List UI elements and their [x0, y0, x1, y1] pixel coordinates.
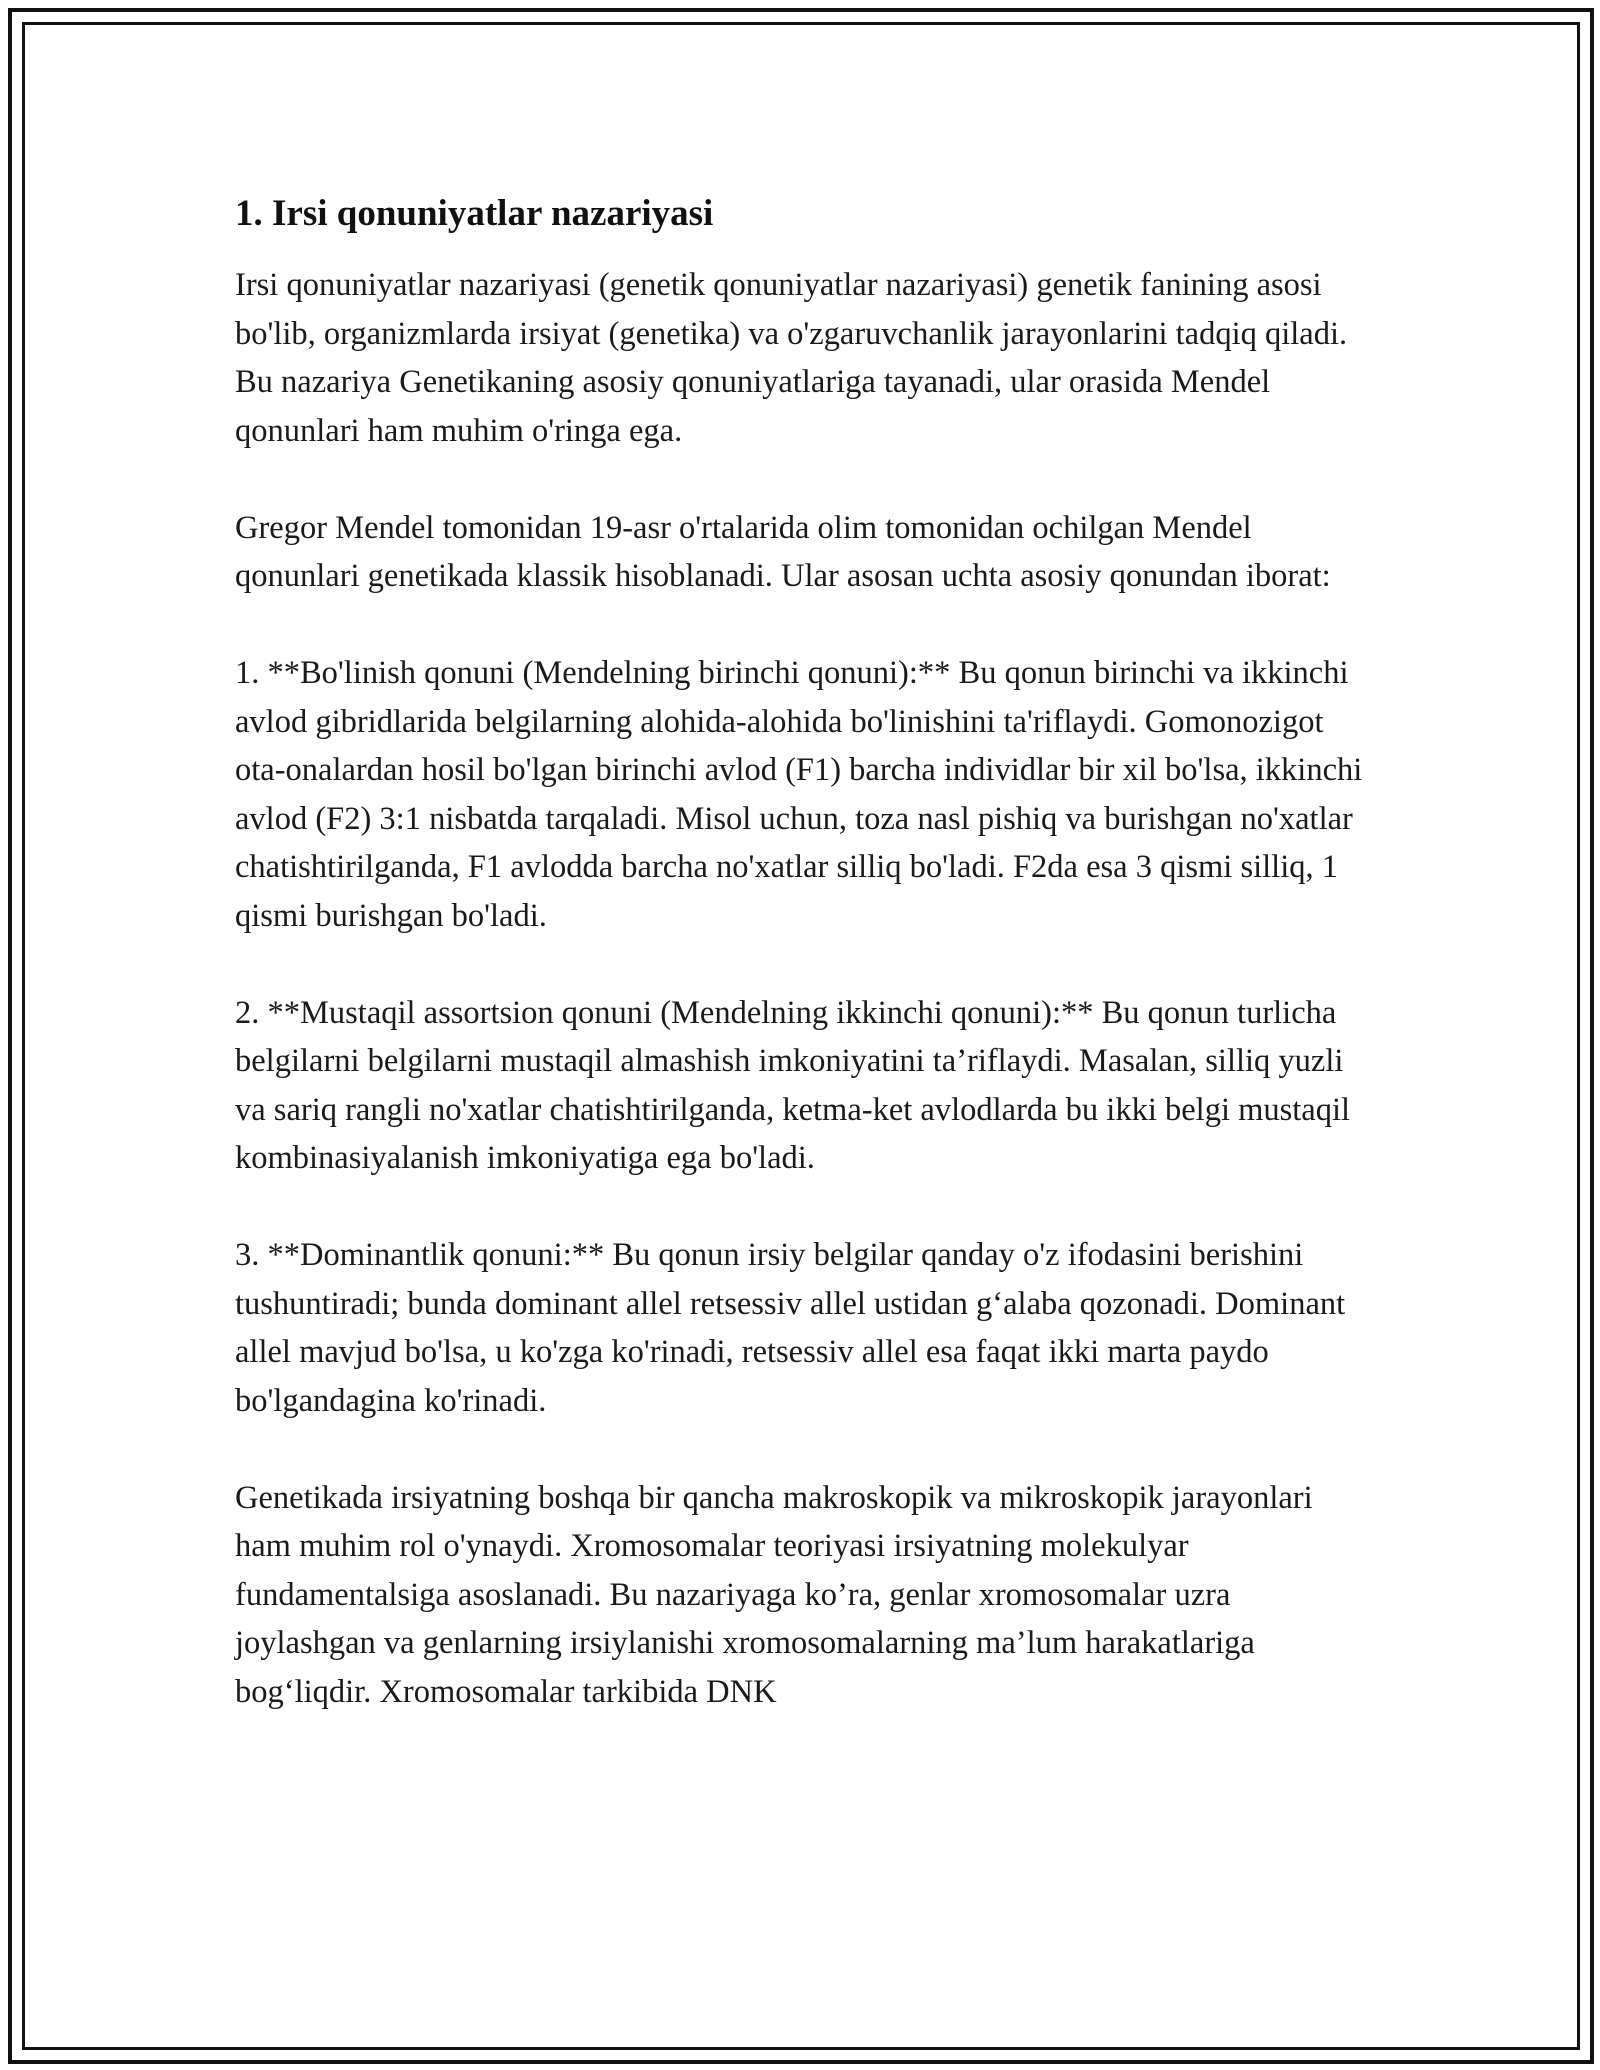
document-body [235, 190, 1375, 1716]
paragraph-law-1: 1. **Bo'linish qonuni (Mendelning birinchi qonuni):** Bu qonun birinchi va ikkinchi avlod gibridlarida belgilarning alohida-alohida bo'linishini ta'riflaydi. Gomonozigot ota-onalardan hosil bo'lgan birinchi avlod (F1) barcha individlar bir xil bo'lsa, ikkinchi avlod (F2) 3:1 nisbatda tarqaladi. Misol uchun, toza nasl pishiq va burishgan no'xatlar chatishtirilganda, F1 avlodda barcha no'xatlar silliq bo'ladi. F2da esa 3 qismi silliq, 1 qismi burishgan bo'ladi. [235, 655, 1363, 934]
section-title: 1. Irsi qonuniyatlar nazariyasi [235, 193, 714, 234]
paragraph-law-2: 2. **Mustaqil assortsion qonuni (Mendelning ikkinchi qonuni):** Bu qonun turlicha belgilarni belgilarni mustaqil almashish imkoniyatini ta’riflaydi. Masalan, silliq yuzli va sariq rangli no'xatlar chatishtirilganda, ketma-ket avlodlarda bu ikki belgi mustaqil kombinasiyalanish imkoniyatiga ega bo'ladi. [235, 994, 1351, 1176]
paragraph-intro: Irsi qonuniyatlar nazariyasi (genetik qonuniyatlar nazariyasi) genetik fanining asosi bo'lib, organizmlarda irsiyat (genetika) va o'zgaruvchanlik jarayonlarini tadqiq qiladi. Bu nazariya Genetikaning asosiy qonuniyatlariga tayanadi, ular orasida Mendel qonunlari ham muhim o'ringa ega. [235, 267, 1348, 449]
paragraph-mendel-laws: Gregor Mendel tomonidan 19-asr o'rtalarida olim tomonidan ochilgan Mendel qonunlari genetikada klassik hisoblanadi. Ular asosan uchta asosiy qonundan iborat: [235, 509, 1331, 594]
paragraph-chromosome-theory: Genetikada irsiyatning boshqa bir qancha makroskopik va mikroskopik jarayonlari ham muhim rol o'ynaydi. Xromosomalar teoriyasi irsiyatning molekulyar fundamentalsiga asoslanadi. Bu nazariyaga ko’ra, genlar xromosomalar uzra joylashgan va genlarning irsiylanishi xromosomalarning ma’lum harakatlariga bog‘liqdir. Xromosomalar tarkibida DNK [235, 1479, 1313, 1710]
paragraph-law-3: 3. **Dominantlik qonuni:** Bu qonun irsiy belgilar qanday o'z ifodasini berishini tushuntiradi; bunda dominant allel retsessiv allel ustidan g‘alaba qozonadi. Dominant allel mavjud bo'lsa, u ko'zga ko'rinadi, retsessiv allel esa faqat ikki marta paydo bo'lgandagina ko'rinadi. [235, 1237, 1346, 1419]
